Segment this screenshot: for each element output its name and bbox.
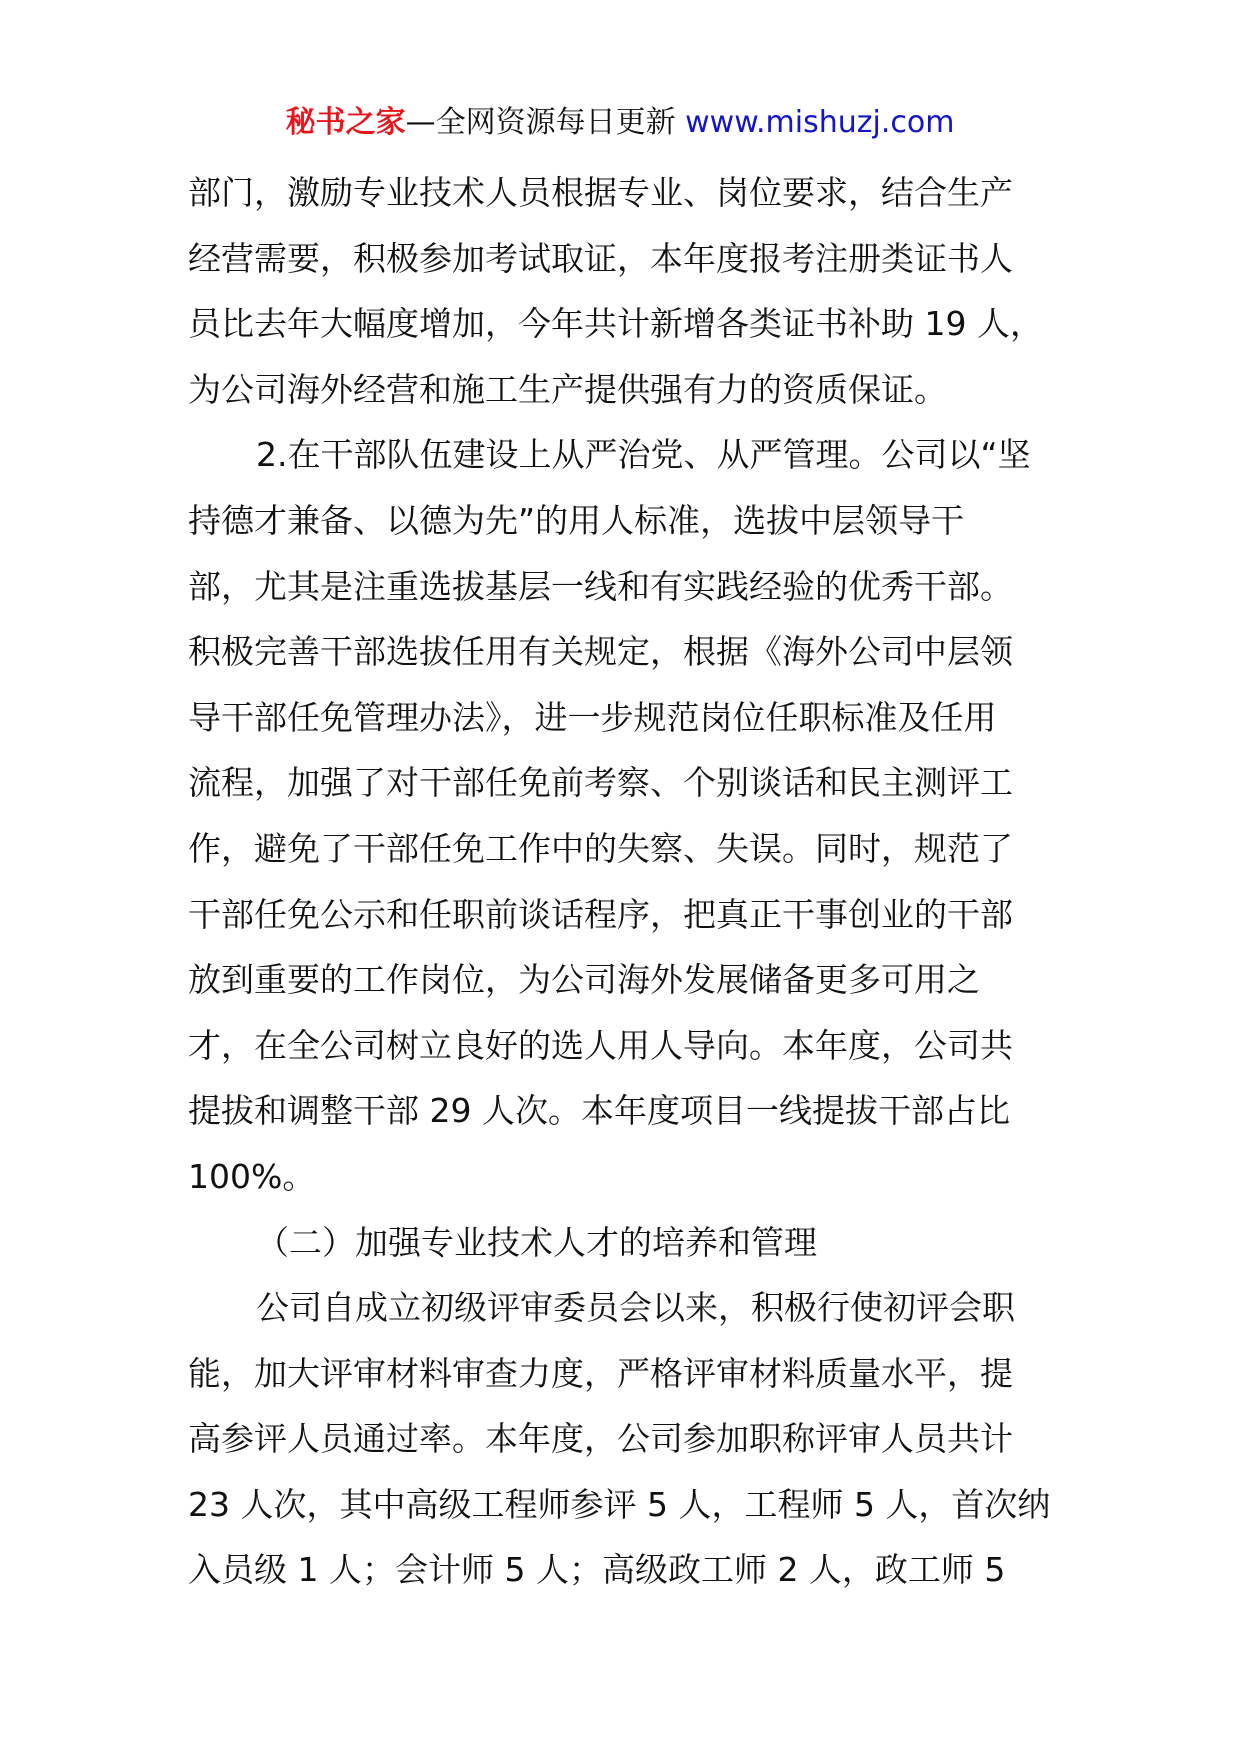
text-line: 入员级 1 人；会计师 5 人；高级政工师 2 人，政工师 5 <box>188 1550 1006 1590</box>
paragraph-start: 2.在干部队伍建设上从严治党、从严管理。公司以“坚 <box>256 435 1031 475</box>
brand-name: 秘书之家 <box>285 105 406 140</box>
text-line: 干部任免公示和任职前谈话程序，把真正干事创业的干部 <box>188 894 1013 934</box>
text-line: 100%。 <box>188 1156 316 1196</box>
text-line: 高参评人员通过率。本年度，公司参加职称评审人员共计 <box>188 1419 1013 1459</box>
text-line: 放到重要的工作岗位，为公司海外发展储备更多可用之 <box>188 960 980 1000</box>
text-line: 提拔和调整干部 29 人次。本年度项目一线提拔干部占比 <box>188 1091 1010 1131</box>
header-slogan: —全网资源每日更新 <box>405 105 676 140</box>
text-line: 为公司海外经营和施工生产提供强有力的资质保证。 <box>188 369 947 409</box>
text-line: 经营需要，积极参加考试取证，本年度报考注册类证书人 <box>188 238 1013 278</box>
text-line: 才，在全公司树立良好的选人用人导向。本年度，公司共 <box>188 1025 1013 1065</box>
site-header <box>0 101 1240 145</box>
text-line: 持德才兼备、以德为先”的用人标准，选拔中层领导干 <box>188 500 965 540</box>
text-line: 能，加大评审材料审查力度，严格评审材料质量水平，提 <box>188 1353 1013 1393</box>
text-line: 导干部任免管理办法》，进一步规范岗位任职标准及任用 <box>188 697 997 737</box>
text-line: 积极完善干部选拔任用有关规定，根据《海外公司中层领 <box>188 632 1013 672</box>
text-line: 部，尤其是注重选拔基层一线和有实践经验的优秀干部。 <box>188 566 1013 606</box>
document-body <box>188 160 1068 1603</box>
text-line: 作，避免了干部任免工作中的失察、失误。同时，规范了 <box>188 828 1013 868</box>
text-line: 流程，加强了对干部任免前考察、个别谈话和民主测评工 <box>188 763 1013 803</box>
site-url-link[interactable]: www.mishuzj.com <box>685 105 955 140</box>
text-line: 员比去年大幅度增加，今年共计新增各类证书补助 19 人， <box>188 304 1043 344</box>
section-heading: （二）加强专业技术人才的培养和管理 <box>256 1222 817 1262</box>
text-line: 部门，激励专业技术人员根据专业、岗位要求，结合生产 <box>188 173 1013 212</box>
paragraph-start: 公司自成立初级评审委员会以来，积极行使初评会职 <box>256 1288 1015 1328</box>
text-line: 23 人次，其中高级工程师参评 5 人，工程师 5 人，首次纳 <box>188 1484 1051 1524</box>
